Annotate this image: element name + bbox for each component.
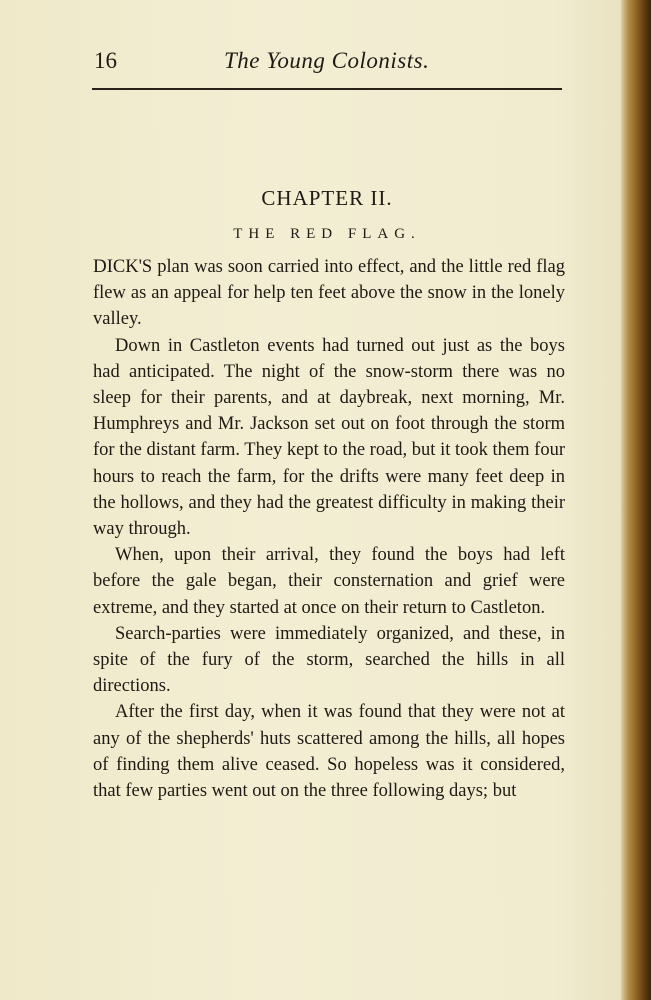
paragraph: Search-parties were immediately organized, and these, in spite of the fury of the storm, searched the hills in all directions. (93, 623, 565, 697)
running-title: The Young Colonists. (224, 48, 430, 73)
page-number: 16 (94, 48, 117, 73)
paragraph-initial: D (93, 256, 107, 277)
paragraph: Down in Castleton events had turned out just as the boys had anticipated. The night of the snow-storm there was no sleep for their parents, and at daybreak, next morning, Mr. Humphreys and Mr. Jackson set out on foot through the storm for the distant farm. They kept to the road, but it took them four hours to reach the farm, for the drifts were many feet deep in the hollows, and they had the greatest difficulty in making their way through. (93, 335, 565, 540)
paragraph: After the first day, when it was found that they were not at any of the shepherds' huts scattered among the hills, all hopes of finding them alive ceased. So hopeless was it considered, that few parties went out on the three following days; but (93, 702, 565, 802)
paragraph (93, 254, 565, 333)
header-rule (92, 88, 562, 90)
paragraph: When, upon their arrival, they found the boys had left before the gale began, their consternation and grief were extreme, and they started at once on their return to Castleton. (93, 545, 565, 618)
body-text (93, 254, 565, 804)
chapter-title: CHAPTER II. (261, 186, 393, 210)
book-spine-edge (621, 0, 651, 1000)
paragraph-text: plan was soon carried into effect, and the little red flag flew as an appeal for help ten feet above the snow in the lonely valley. (93, 257, 565, 330)
chapter-subtitle: THE RED FLAG. (233, 226, 421, 242)
paragraph-lead-word: ICK'S (106, 257, 153, 277)
page-header (94, 48, 562, 80)
